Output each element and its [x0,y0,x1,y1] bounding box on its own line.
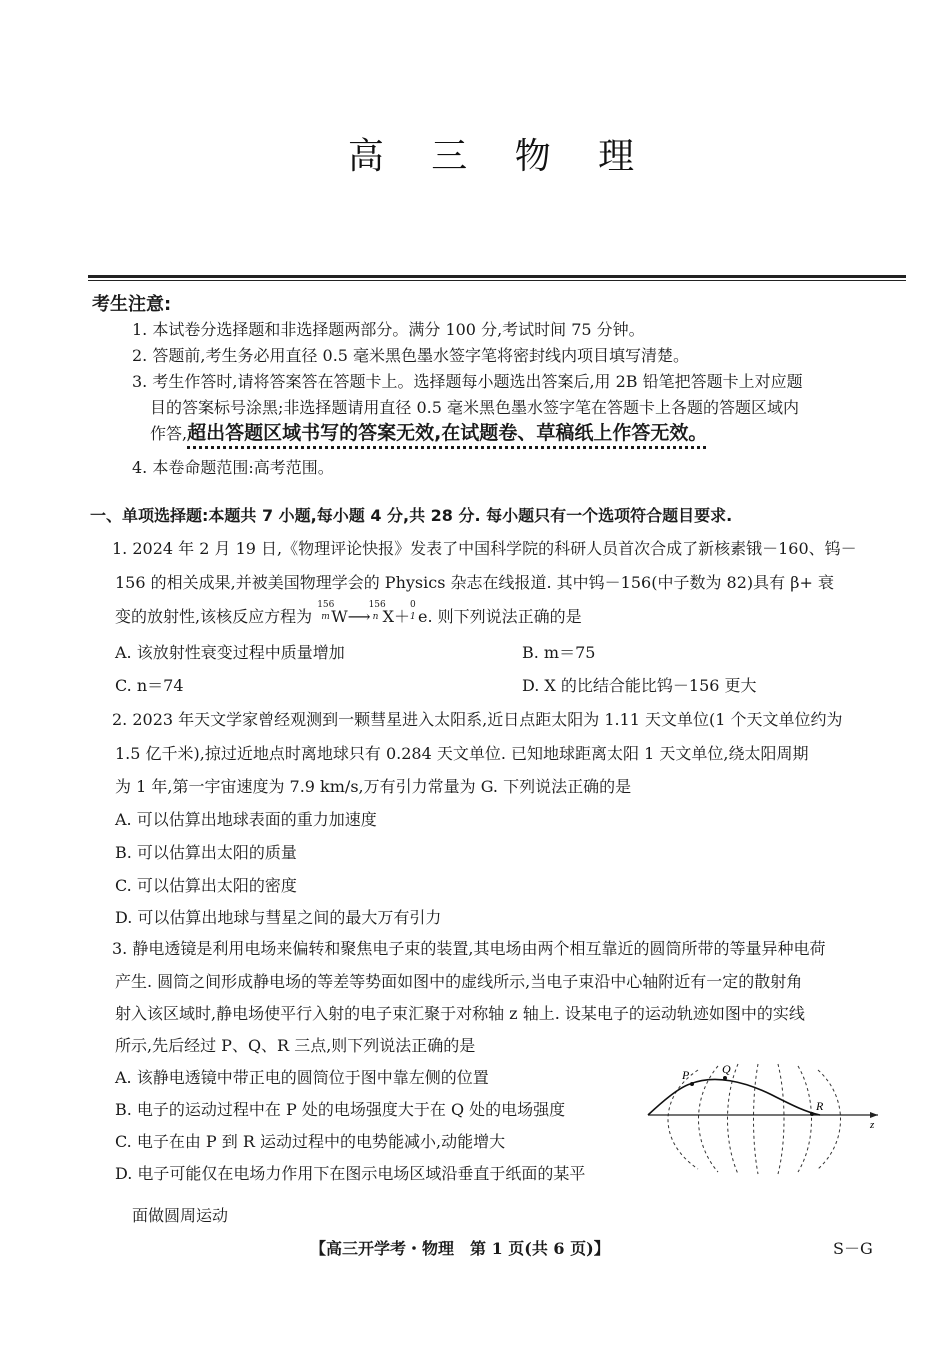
point-r [810,1112,814,1116]
electrostatic-lens-figure [640,1052,885,1177]
equipotential-line [754,1064,759,1174]
x-mass: 156 [368,600,386,610]
q2-option-d: D. 可以估算出地球与彗星之间的最大万有引力 [115,908,442,927]
q3-line1: 3. 静电透镜是利用电场来偏转和聚焦电子束的装置,其电场由两个相互靠近的圆筒所带的等量异种电荷 [112,939,826,958]
q1-option-b: B. m＝75 [522,643,596,662]
equipotential-line [699,1066,719,1172]
notice-item-4: 4. 本卷命题范围:高考范围。 [132,458,334,477]
header-rule-thick [88,275,906,278]
equipotential-lines [668,1064,841,1174]
label-r: R [816,1099,824,1113]
label-p: P [682,1068,690,1082]
q1-line2: 156 的相关成果,并被美国物理学会的 Physics 杂志在线报道. 其中钨－156(中子数为 82)具有 β+ 衰 [115,573,834,592]
e-particle [409,600,418,622]
q3-line3: 射入该区域时,静电场使平行入射的电子束汇聚于对称轴 z 轴上. 设某电子的运动轨迹如图中的实线 [115,1004,805,1023]
q2-line2: 1.5 亿千米),掠过近地点时离地球只有 0.284 天文单位. 已知地球距离太阳 1 天文单位,绕太阳周期 [115,744,809,763]
e-mass: 0 [409,600,416,610]
x-symbol: X＋ [382,607,410,626]
equipotential-line [798,1066,812,1172]
label-z: z [870,1119,875,1131]
q1-line3 [115,600,582,627]
page-footer: 【高三开学考・物理 第 1 页(共 6 页)】 [310,1239,610,1258]
e-symbol: e [417,607,428,626]
paper-code: S－G [833,1239,873,1258]
e-charge: 1 [409,612,416,622]
notice-emphasis: 超出答题区域书写的答案无效,在试题卷、草稿纸上作答无效。 [187,422,708,444]
reaction-arrow: ⟶ [347,607,369,626]
q2-line1: 2. 2023 年天文学家曾经观测到一颗彗星进入太阳系,近日点距太阳为 1.11 天文单位(1 个天文单位约为 [112,710,843,729]
section-heading: 一、单项选择题:本题共 7 小题,每小题 4 分,共 28 分. 每小题只有一个选项符合题目要求. [90,506,733,525]
q1-option-d: D. X 的比结合能比钨－156 更大 [522,676,757,695]
q2-option-a: A. 可以估算出地球表面的重力加速度 [115,810,377,829]
q1-line3-b: . 则下列说法正确的是 [427,607,582,626]
notice-item-3-line3 [150,418,707,445]
notice-item-3-prefix: 作答, [150,424,188,443]
q3-option-d-line2: 面做圆周运动 [132,1206,229,1225]
q1-line3-a: 变的放射性,该核反应方程为 [115,607,313,626]
q1-line1: 1. 2024 年 2 月 19 日,《物理评论快报》发表了中国科学院的科研人员首次合成了新核素锇－160、钨－ [112,539,857,558]
notice-item-3-line2: 目的答案标号涂黑;非选择题请用直径 0.5 毫米黑色墨水签字笔在答题卡上各题的答题区域内 [150,398,800,417]
w-mass: 156 [317,600,335,610]
label-q: Q [722,1062,731,1076]
q1-option-a: A. 该放射性衰变过程中质量增加 [115,643,345,662]
w-nuclide [317,600,335,622]
point-p [690,1082,694,1086]
w-symbol: W [331,607,348,626]
equipotential-line [778,1064,784,1174]
q2-option-b: B. 可以估算出太阳的质量 [115,843,297,862]
page-title: 高 三 物 理 [347,136,653,177]
notice-item-3-line1: 3. 考生作答时,请将答案答在答题卡上。选择题每小题选出答案后,用 2B 铅笔把答题卡上对应题 [132,372,803,391]
w-charge: m [321,612,330,622]
q1-option-c: C. n＝74 [115,676,184,695]
point-q [723,1076,727,1080]
notice-item-1: 1. 本试卷分选择题和非选择题两部分。满分 100 分,考试时间 75 分钟。 [132,320,645,339]
z-axis-arrow [870,1112,878,1118]
q3-option-d-line1: D. 电子可能仅在电场力作用下在图示电场区域沿垂直于纸面的某平 [115,1164,586,1183]
equipotential-line [818,1070,841,1169]
notice-item-2: 2. 答题前,考生务必用直径 0.5 毫米黑色墨水签字笔将密封线内项目填写清楚。 [132,346,690,365]
q2-line3: 为 1 年,第一宇宙速度为 7.9 km/s,万有引力常量为 G. 下列说法正确的是 [115,777,632,796]
x-nuclide [368,600,386,622]
q2-option-c: C. 可以估算出太阳的密度 [115,876,297,895]
q3-line2: 产生. 圆筒之间形成静电场的等差等势面如图中的虚线所示,当电子束沿中心轴附近有一定的散射角 [115,972,803,991]
q3-option-a: A. 该静电透镜中带正电的圆筒位于图中靠左侧的位置 [115,1068,489,1087]
q3-option-c: C. 电子在由 P 到 R 运动过程中的电势能减小,动能增大 [115,1132,506,1151]
notice-heading: 考生注意: [92,294,172,315]
q3-option-b: B. 电子的运动过程中在 P 处的电场强度大于在 Q 处的电场强度 [115,1100,566,1119]
header-rule-thin [88,280,906,281]
x-charge: n [372,612,379,622]
q3-line4: 所示,先后经过 P、Q、R 三点,则下列说法正确的是 [115,1036,476,1055]
